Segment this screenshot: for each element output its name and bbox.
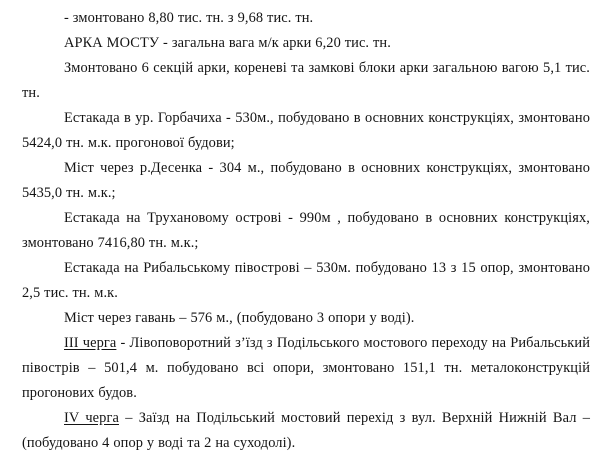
- label-iii-cherha: ІІІ черга: [64, 335, 117, 351]
- paragraph-estakada-horbachiha: Естакада в ур. Горбачиха - 530м., побудовано в основних конструкціях, змонтовано 5424,0 тн. м.к. прогонової будови;: [22, 110, 590, 151]
- paragraph-estakada-rybalskyj: Естакада на Рибальському півострові – 530м. побудовано 13 з 15 опор, змонтовано 2,5 тис. тн. м.к.: [22, 260, 590, 301]
- paragraph-estakada-truhaniv: Естакада на Трухановому острові - 990м , побудовано в основних конструкціях, змонтовано 7416,80 тн. м.к.;: [22, 210, 590, 251]
- paragraph-mist-havan: Міст через гавань – 576 м., (побудовано 3 опори у воді).: [64, 310, 415, 326]
- paragraph-mist-desenka: Міст через р.Десенка - 304 м., побудовано в основних конструкціях, змонтовано 5435,0 тн. м.к.;: [22, 160, 590, 201]
- paragraph-montovano-8-80: - змонтовано 8,80 тис. тн. з 9,68 тис. тн.: [64, 10, 314, 26]
- paragraph-zmontovano-6-sekcij: Змонтовано 6 секцій арки, кореневі та замкові блоки арки загальною вагою 5,1 тис. тн.: [22, 60, 590, 101]
- paragraph-iii-cherha-text: - Лівоповоротний з’їзд з Подільського мостового переходу на Рибальський півострів – 501,4 м. побудовано всі опори, змонтовано 151,1 тн. металоконструкцій прогонових будов.: [22, 335, 590, 401]
- paragraph-arka-mostu: АРКА МОСТУ - загальна вага м/к арки 6,20 тис. тн.: [64, 35, 391, 51]
- paragraph-iii-cherha: [22, 331, 590, 406]
- paragraph-iv-cherha: [22, 406, 590, 456]
- label-iv-cherha: IV черга: [64, 410, 119, 426]
- document-text-body: [22, 6, 590, 456]
- paragraph-iv-cherha-text: – Заїзд на Подільський мостовий перехід з вул. Верхній Нижній Вал – (побудовано 4 опор у воді та 2 на суходолі).: [22, 410, 590, 451]
